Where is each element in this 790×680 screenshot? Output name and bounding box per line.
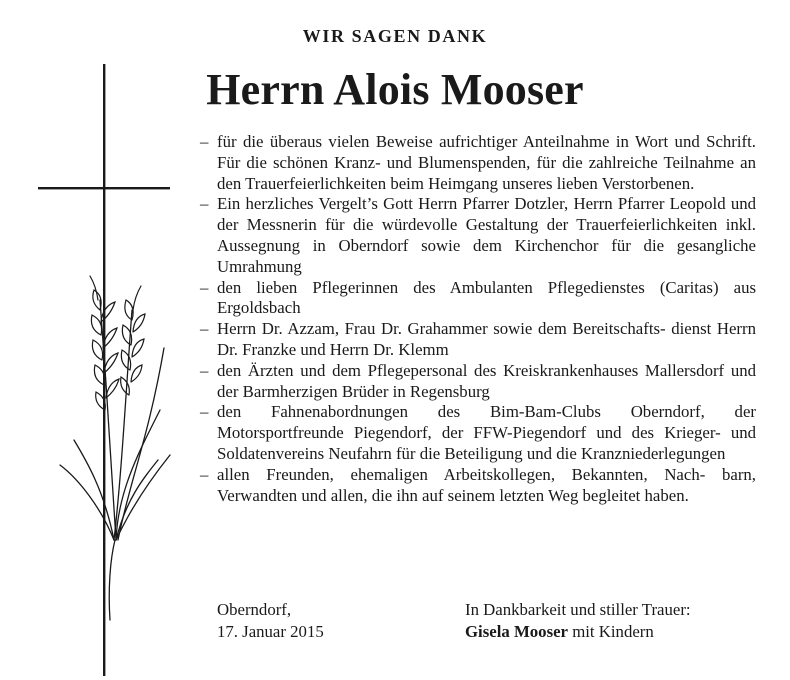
notice-heading: WIR SAGEN DANK [302,26,488,46]
signer-line [465,621,691,643]
list-item [200,194,756,277]
list-item [200,132,756,194]
list-item-text: allen Freunden, ehemaligen Arbeitskollegen, Bekannten, Nach- barn, Verwandten und allen, die ihn auf seinem letzten Weg begleitet haben. [217,464,756,505]
list-dash: – [200,194,209,214]
list-item-text: den lieben Pflegerinnen des Ambulanten Pflegedienstes (Caritas) aus Ergoldsbach [217,277,756,318]
signer-name: Gisela Mooser [465,622,568,641]
list-item [200,278,756,320]
list-dash: – [200,319,209,339]
list-item [200,402,756,464]
list-item-text: den Fahnenabordnungen des Bim-Bam-Clubs Oberndorf, der Motorsportfreunde Piegendorf, der FFW-Piegendorf und des Krieger- und Soldatenvereins Neufahrn für die Beteiligung und die Kranzniederlegungen [217,402,756,463]
signer-suffix: mit Kindern [568,622,654,641]
list-item-text: den Ärzten und dem Pflegepersonal des Kreiskrankenhauses Mallersdorf und der Barmherzigen Brüder in Regensburg [217,360,756,401]
place-date-block [217,599,324,643]
place-text: Oberndorf, [217,600,292,619]
list-dash: – [200,402,209,422]
list-item [200,319,756,361]
list-item [200,361,756,403]
list-item-text: Herrn Dr. Azzam, Frau Dr. Grahammer sowie dem Bereitschafts- dienst Herrn Dr. Franzke und Herrn Dr. Klemm [217,319,756,359]
list-dash: – [200,464,209,484]
list-item [200,465,756,507]
list-dash: – [200,277,209,297]
date-text: 17. Januar 2015 [217,622,324,641]
thanks-list [200,132,756,506]
list-dash: – [200,360,209,380]
list-item-text: für die überaus vielen Beweise aufrichtiger Anteilnahme in Wort und Schrift. Für die schönen Kranz- und Blumenspenden, für die zahlreiche Teilnahme an den Trauerfeierlichkeiten beim Heimgang unseres lieben Verstorbenen. [217,132,756,193]
list-dash: – [200,132,209,151]
wheat-icon [60,276,170,620]
list-item-text: Ein herzliches Vergelt’s Gott Herrn Pfarrer Dotzler, Herrn Pfarrer Leopold und der Messnerin für die würdevolle Gestaltung der Trauerfeierlichkeiten inkl. Aussegnung in Oberndorf sowie dem Kirchenchor für die gesangliche Umrahmung [217,194,756,276]
signature-block [465,599,691,643]
deceased-name: Herrn Alois Mooser [206,65,584,114]
closing-text: In Dankbarkeit und stiller Trauer: [465,600,691,619]
cross-with-wheat-symbol [30,60,180,680]
